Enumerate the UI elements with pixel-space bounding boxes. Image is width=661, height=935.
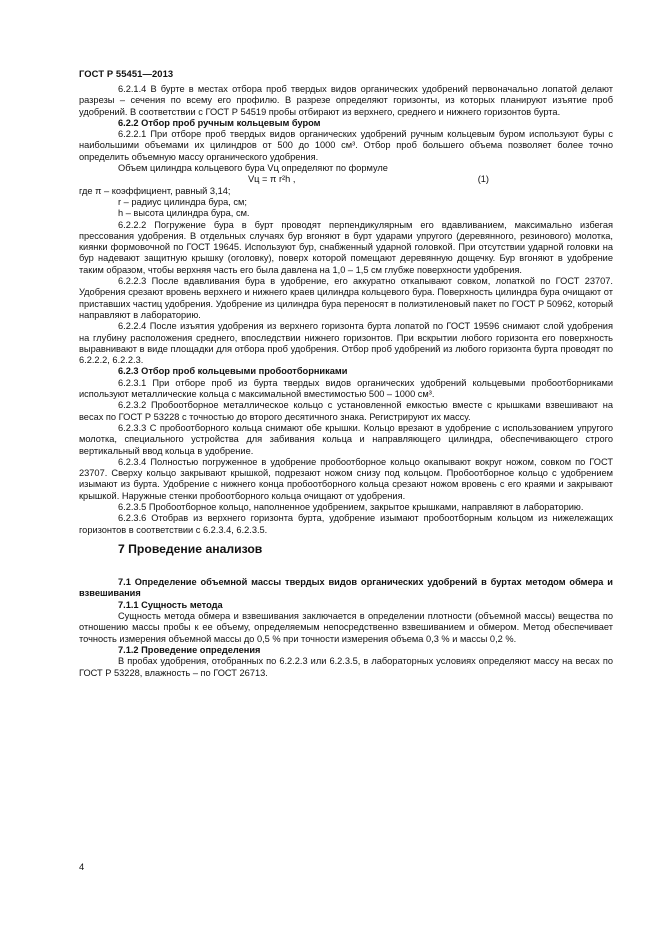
paragraph: 6.2.2.3 После вдавливания бура в удобрение, его аккуратно откапывают совком, лопаткой по ГОСТ 23707. Удобрения срезают вровень верхнего и нижнего краев цилиндра кольцевого бура. Поверхность цилиндра бура очищают от приставших частиц удобрения. Удобрение из цилиндра бура переносят в полиэтиленовый пакет по ГОСТ Р 50962, который направляют в лабораторию. [79, 276, 613, 320]
definition-line: где π – коэффициент, равный 3,14; [79, 185, 231, 196]
subsection-heading: 6.2.3 Отбор проб кольцевыми пробоотборниками [118, 366, 348, 377]
paragraph: Сущность метода обмера и взвешивания заключается в определении плотности (объемной массы) вещества по отношению массы пробы к ее объему, определяемым непосредственно взвешиванием и обмером. Метод обеспечивает точность измерения объемной массы до 0,5 % при точности измерения объема 0,3 % и массы 0,2 %. [79, 611, 613, 644]
definition-line: h – высота цилиндра бура, см. [118, 208, 250, 219]
document-header: ГОСТ Р 55451—2013 [79, 68, 174, 79]
formula-expression: Vц = π r²h , [248, 174, 296, 185]
section-heading: 7.1 Определение объемной массы твердых видов органических удобрений в буртах методом обмера и взвешивания [79, 577, 613, 599]
paragraph: 6.2.3.2 Пробоотборное металлическое кольцо с установленной емкостью вместе с крышками взвешивают на весах по ГОСТ Р 53228 с точностью до второго десятичного знака. Регистрируют их массу. [79, 400, 613, 422]
paragraph: 6.2.3.1 При отборе проб из бурта твердых видов органических удобрений кольцевыми пробоотборниками используют металлические кольца с максимальной вместимостью 500 – 1000 см³. [79, 377, 613, 400]
formula-1 [79, 174, 613, 185]
page-number: 4 [79, 861, 85, 872]
paragraph: 6.2.3.4 Полностью погруженное в удобрение пробоотборное кольцо окапывают вокруг ножом, совком по ГОСТ 23707. Сверху кольцо закрывают крышкой, подрезают ножом снизу под кольцом. Пробоотборное кольцо с удобрением изымают из бурта. Удобрение с нижнего конца пробоотборного кольца срезают ножом вровень с его краями и закрывают крышкой. Наружные стенки пробоотборного кольца очищают от удобрения. [79, 456, 613, 501]
paragraph: Объем цилиндра кольцевого бура Vц определяют по формуле [118, 163, 388, 174]
chapter-heading: 7 Проведение анализов [118, 541, 263, 556]
paragraph: В пробах удобрения, отобранных по 6.2.2.3 или 6.2.3.5, в лабораторных условиях определяют массу на весах по ГОСТ Р 53228, влажность – по ГОСТ 26713. [79, 656, 613, 678]
paragraph: 6.2.3.5 Пробоотборное кольцо, наполненное удобрением, закрытое крышками, направляют в лабораторию. [118, 501, 584, 512]
subsection-heading: 6.2.2 Отбор проб ручным кольцевым буром [118, 117, 321, 128]
paragraph: 6.2.3.6 Отобрав из верхнего горизонта бурта, удобрение изымают пробоотборным кольцом из нижележащих горизонтов в соответствии с 6.2.3.4, 6.2.3.5. [79, 513, 613, 535]
paragraph: 6.2.2.1 При отборе проб твердых видов органических удобрений ручным кольцевым буром используют буры с наибольшими объемами их цилиндров от 500 до 1000 см³. Отбор проб большего объема позволяет более точно определить объемную массу органического удобрения. [79, 129, 613, 162]
paragraph: 6.2.2.4 После изъятия удобрения из верхнего горизонта бурта лопатой по ГОСТ 19596 снимают слой удобрения на глубину расположения среднего, впоследствии нижнего горизонтов. При вскрытии любого горизонта его поверхность выравнивают в виде площадки для отбора проб удобрения. Отбор проб удобрений из любого горизонта бурта проводят по 6.2.2.2, 6.2.2.3. [79, 321, 613, 366]
subsection-heading: 7.1.1 Сущность метода [118, 599, 223, 610]
paragraph: 6.2.2.2 Погружение бура в бурт проводят перпендикулярным его вдавливанием, максимально избегая прессования удобрения. В отдельных случаях бур вгоняют в бурт ударами упругого (деревянного, резинового) молотка, киянки формовочной по ГОСТ 19645. Используют бур, снабженный ударной головкой. При отсутствии ударной головки на бур надевают защитную крышку (оголовку), поверх которой помещают деревянную дощечку. Бур вгоняют в удобрение таким образом, чтобы верхняя часть его была давлена на 1,0 – 1,5 см глубже поверхности удобрения. [79, 219, 613, 275]
paragraph: 6.2.1.4 В бурте в местах отбора проб твердых видов органических удобрений первоначально лопатой делают разрезы – сечения по всему его профилю. В разрезе определяют горизонты, из которых планируют изъятие проб удобрений. В соответствии с ГОСТ Р 54519 пробы отбирают из верхнего, среднего и нижнего горизонтов бурта. [79, 84, 613, 117]
formula-number: (1) [477, 174, 489, 185]
definition-line: r – радиус цилиндра бура, см; [118, 196, 247, 207]
paragraph: 6.2.3.3 С пробоотборного кольца снимают обе крышки. Кольцо врезают в удобрение с использованием упругого молотка, специального устройства для забивания кольца и направляющего цилиндра, обеспечивающего строго вертикальный ввод кольца в удобрение. [79, 422, 613, 456]
document-body [79, 84, 613, 679]
subsection-heading: 7.1.2 Проведение определения [118, 644, 261, 655]
